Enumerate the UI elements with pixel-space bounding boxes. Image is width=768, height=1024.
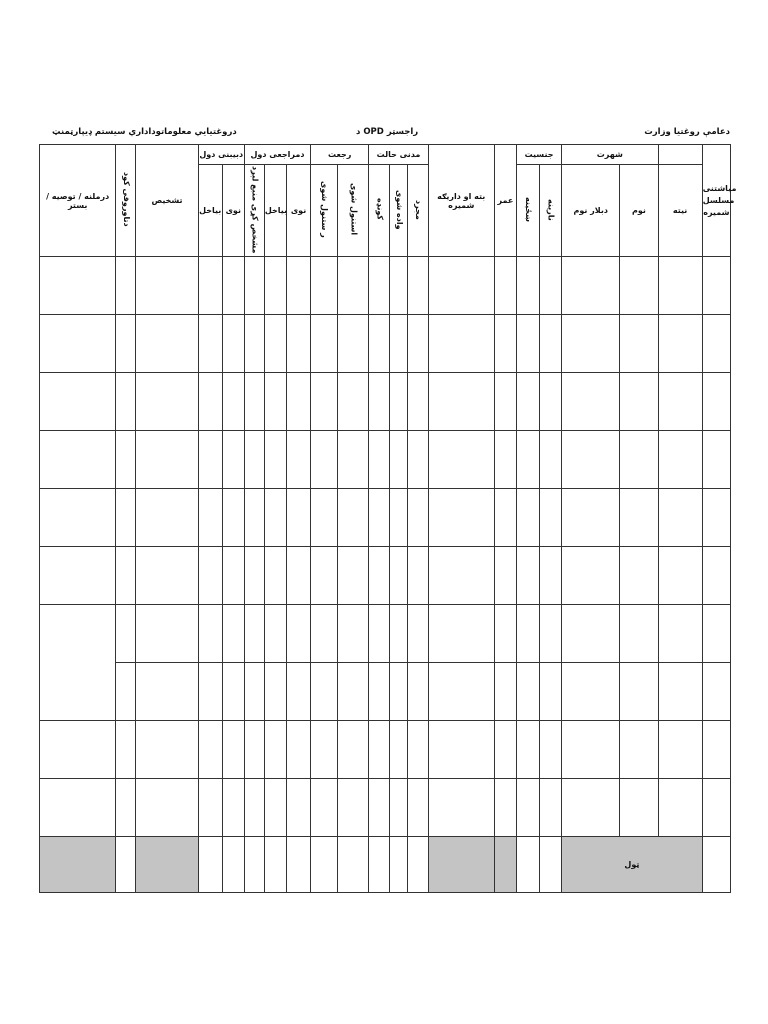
table-row [40,721,731,779]
col-male: نارينه [540,165,562,257]
blank-header [658,145,702,165]
total-shaded-address [428,837,494,893]
col-first-visit: ر ستنول شوى [311,165,338,257]
col-new: نوى [286,165,310,257]
table-row [40,373,731,431]
col-followup: بياخل [264,165,286,257]
col-treatment: درملنه / توصيه / بستر [40,145,116,257]
ministry-title: دعامې روغتيا وزارت [644,127,730,137]
col-age: عمر [494,145,516,257]
col-preg-followup: بياخل [198,165,222,257]
total-shaded-age [494,837,516,893]
group-referral: دمراجعى دول [244,145,310,165]
table-row [40,431,731,489]
group-marital: مدنى حالت [369,145,428,165]
department-title: دروغتيايي معلوماتوداداري سيستم ډيپارټمنټ [52,127,237,137]
col-name: نوم [620,165,658,257]
page-header [40,125,730,141]
total-row [40,837,731,893]
table-row [40,547,731,605]
group-gender: جنسيت [516,145,561,165]
table-row [40,489,731,547]
table-row [40,779,731,837]
register-title: د OPD راجسټر [356,127,419,137]
col-diagnosis: تشخيص [136,145,198,257]
total-shaded-diagnosis [136,837,198,893]
table-row [40,663,731,721]
col-single: مجرد [408,165,428,257]
col-revisit: استنول شوى [338,165,369,257]
col-father-name: دبلار نوم [562,165,620,257]
total-label: ټول [562,837,703,893]
col-female: ښځينه [516,165,539,257]
group-pregnancy: دبيبنى دول [198,145,244,165]
total-shaded-treatment [40,837,116,893]
col-widow: كونډه [369,165,390,257]
col-address: بته او داريګه شميره [428,145,494,257]
group-identity: شهرت [562,145,658,165]
table-row [40,257,731,315]
col-referred-from: مشخص کړی منبع لېږد [244,165,264,257]
col-married: واده شوى [390,165,408,257]
table-row [40,315,731,373]
group-visit: رجعت [311,145,369,165]
table-row [40,605,731,663]
opd-register-table [39,144,737,893]
col-code: دتاوروقى كود [116,145,136,257]
col-serial: مياشتنى مسلسل شميره [702,145,730,257]
col-first-name: نيته [658,165,702,257]
header-row-top [40,145,731,165]
col-preg-new: نوى [222,165,244,257]
